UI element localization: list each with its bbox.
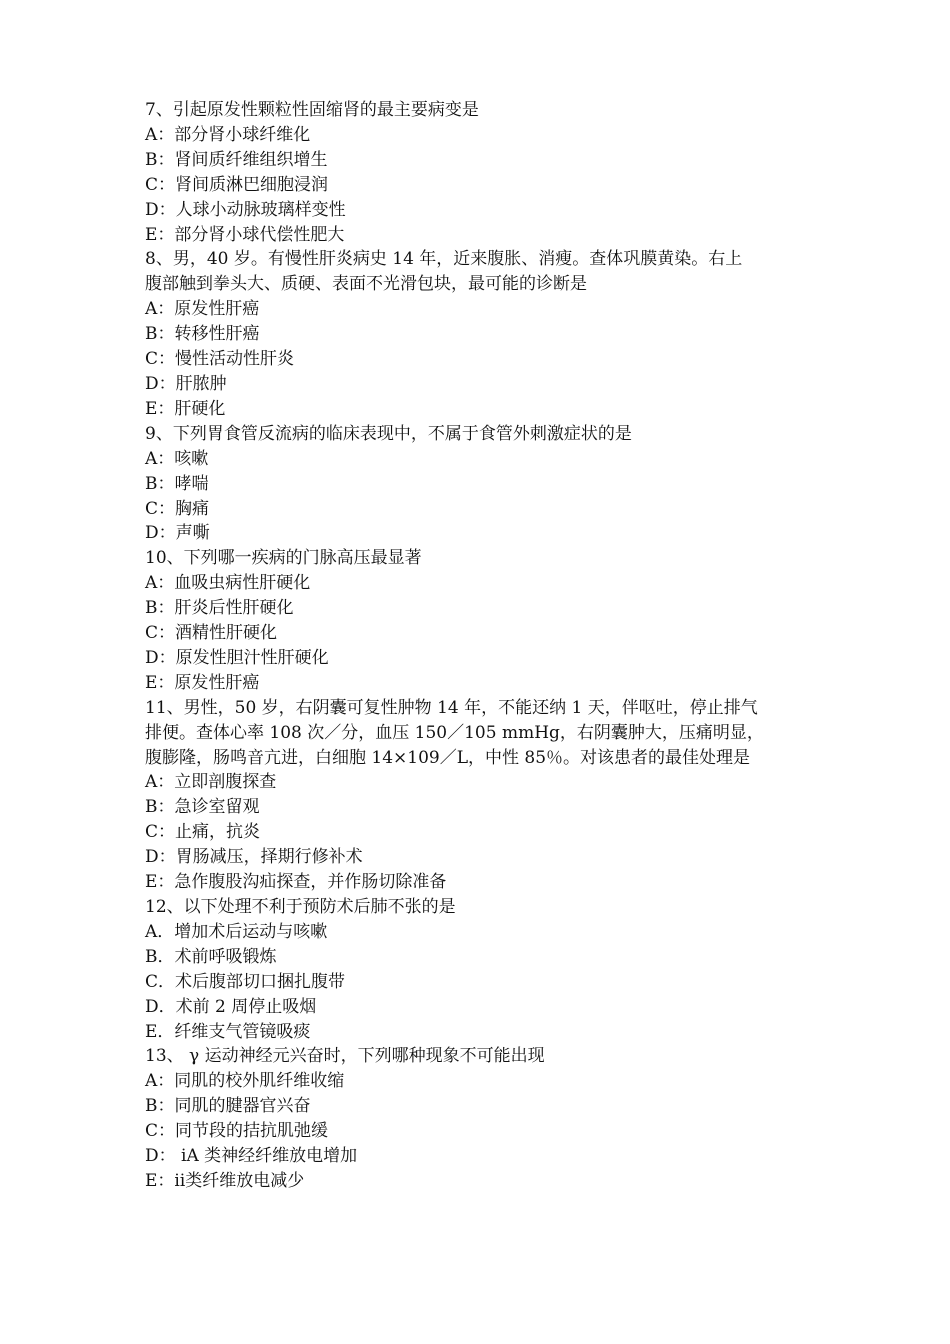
question-stem: 10、下列哪一疾病的门脉高压最显著	[145, 548, 422, 569]
option-b: B．术前呼吸锻炼	[145, 946, 277, 967]
option-d: D．术前 2 周停止吸烟	[145, 996, 317, 1017]
option-e: E：原发性肝癌	[145, 672, 260, 693]
question-10	[145, 546, 810, 695]
option-c: C：止痛，抗炎	[145, 822, 261, 843]
option-a: A：部分肾小球纤维化	[145, 124, 311, 145]
option-a: A．增加术后运动与咳嗽	[145, 921, 328, 942]
question-stem: 13、 γ 运动神经元兴奋时，下列哪种现象不可能出现	[145, 1046, 545, 1067]
option-e: E：急作腹股沟疝探查，并作肠切除准备	[145, 872, 447, 893]
option-e: E：ⅱ类纤维放电减少	[145, 1170, 305, 1191]
option-a: A：血吸虫病性肝硬化	[145, 573, 311, 594]
option-c: C：同节段的拮抗肌弛缓	[145, 1121, 329, 1142]
option-d: D：人球小动脉玻璃样变性	[145, 199, 346, 220]
option-a: A：同肌的校外肌纤维收缩	[145, 1071, 345, 1092]
option-d: D：声嘶	[145, 523, 210, 544]
option-c: C．术后腹部切口捆扎腹带	[145, 971, 346, 992]
option-a: A：原发性肝癌	[145, 299, 260, 320]
question-12	[145, 895, 810, 1044]
option-b: B：哮喘	[145, 473, 209, 494]
option-b: B：肝炎后性肝硬化	[145, 598, 294, 619]
option-b: B：急诊室留观	[145, 797, 260, 818]
question-stem: 12、以下处理不利于预防术后肺不张的是	[145, 897, 456, 917]
question-stem-line-1: 11、男性，50 岁，右阴囊可复性肿物 14 年，不能还纳 1 天，伴呕吐，停止排气	[145, 697, 758, 718]
option-a: A：立即剖腹探查	[145, 772, 277, 793]
option-d: D：肝脓肿	[145, 373, 227, 394]
option-a: A：咳嗽	[145, 448, 209, 469]
question-stem-line-1: 8、男，40 岁。有慢性肝炎病史 14 年，近来腹胀、消瘦。查体巩膜黄染。右上	[145, 249, 743, 270]
option-c: C：慢性活动性肝炎	[145, 349, 295, 370]
option-b: B：转移性肝癌	[145, 324, 260, 345]
option-c: C：肾间质淋巴细胞浸润	[145, 174, 329, 195]
option-b: B：肾间质纤维组织增生	[145, 149, 328, 170]
question-stem: 9、下列胃食管反流病的临床表现中，不属于食管外刺激症状的是	[145, 423, 632, 444]
question-stem: 7、引起原发性颗粒性固缩肾的最主要病变是	[145, 100, 479, 120]
option-c: C：胸痛	[145, 498, 210, 519]
option-e: E：部分肾小球代偿性肥大	[145, 224, 345, 245]
question-11	[145, 696, 810, 895]
question-stem-line-3: 腹膨隆，肠鸣音亢进，白细胞 14×109／L，中性 85％。对该患者的最佳处理是	[145, 747, 751, 768]
option-e: E．纤维支气管镜吸痰	[145, 1021, 311, 1042]
option-c: C：酒精性肝硬化	[145, 623, 278, 644]
question-stem-line-2: 腹部触到拳头大、质硬、表面不光滑包块，最可能的诊断是	[145, 274, 587, 295]
document-page	[145, 98, 810, 1194]
question-8	[145, 247, 810, 421]
option-d: D：胃肠减压，择期行修补术	[145, 847, 363, 868]
question-7	[145, 98, 810, 247]
option-d: D：原发性胆汁性肝硬化	[145, 647, 329, 668]
option-e: E：肝硬化	[145, 398, 226, 419]
question-stem-line-2: 排便。查体心率 108 次／分，血压 150／105 mmHg，右阴囊肿大，压痛明显，	[145, 722, 764, 743]
option-b: B：同肌的腱器官兴奋	[145, 1096, 311, 1117]
question-13	[145, 1044, 810, 1193]
question-9	[145, 422, 810, 547]
option-d: D： ⅰA 类神经纤维放电增加	[145, 1146, 358, 1167]
